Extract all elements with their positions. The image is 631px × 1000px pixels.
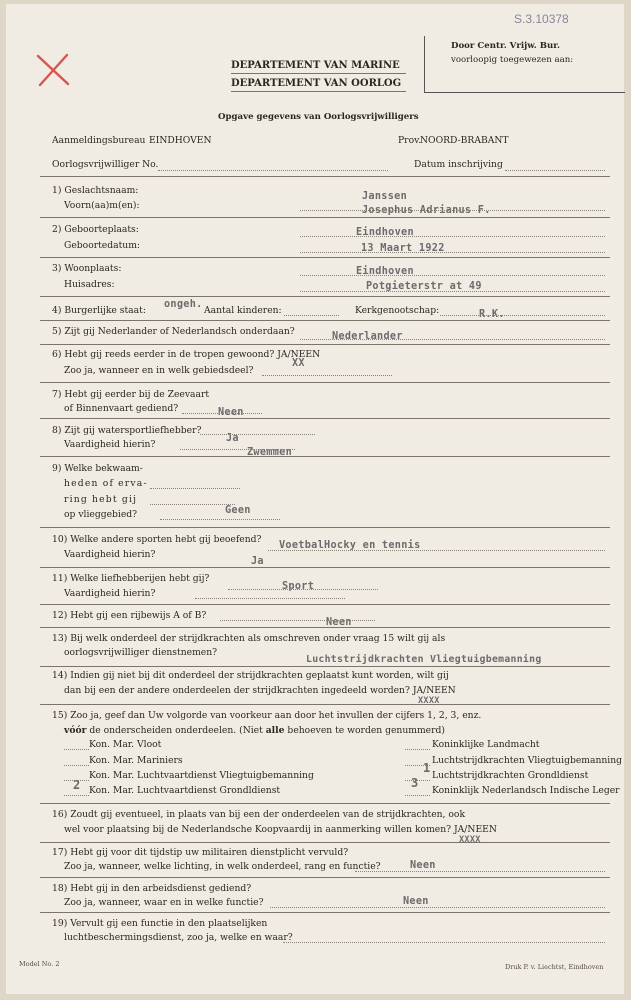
q17-label2: Zoo ja, wanneer, welke lichting, in welk onderdeel, rang en functie?: [64, 861, 381, 872]
q15-right-3: Luchtstrijdkrachten Grondldienst: [432, 770, 589, 781]
q7-label2: of Binnenvaart gediend?: [64, 403, 179, 414]
q15-left-2: Kon. Mar. Mariniers: [89, 755, 183, 766]
q10-label1: 10) Welke andere sporten hebt gij beoefend?: [52, 534, 262, 545]
q15-label1: 15) Zoo ja, geef dan Uw volgorde van voorkeur aan door het invullen der cijfers 1, 2, 3, enz.: [52, 710, 482, 721]
q4-civil-status: ongeh.: [164, 299, 203, 310]
q13-label2: oorlogsvrijwilliger dienstnemen?: [64, 647, 218, 658]
q6-answer: XX: [292, 358, 305, 369]
q15-mark-left: 2: [73, 778, 81, 792]
q8-skill: Zwemmen: [247, 447, 293, 458]
q10-skill: Ja: [251, 556, 264, 567]
q2-birthdate: 13 Maart 1922: [361, 243, 445, 254]
q13-answer: Luchtstrijdkrachten Vliegtuigbemanning: [306, 654, 542, 665]
q3-residence: Eindhoven: [356, 266, 414, 277]
q9-line4: op vlieggebied?: [64, 509, 138, 520]
q12-answer: Neen: [326, 617, 352, 628]
q10-sports: VoetbalHocky en tennis: [279, 540, 421, 551]
q16-answer: XXXX: [459, 835, 481, 845]
q15-right-1: Koninklijke Landmacht: [432, 739, 540, 750]
q18-answer: Neen: [403, 896, 429, 907]
q16-label2: wel voor plaatsing bij de Nederlandsche Koopvaardij in aanmerking willen komen? JA/NEEN: [64, 824, 497, 835]
q17-label1: 17) Hebt gij voor dit tijdstip uw militairen dienstplicht vervuld?: [52, 847, 349, 858]
prov-label: Prov.: [398, 135, 422, 146]
reference-number: S.3.10378: [514, 12, 569, 26]
q15-mark-right1: 1: [423, 761, 431, 775]
q1-firstnames: Josephus Adrianus F.: [362, 205, 491, 216]
title-marine: DEPARTEMENT VAN MARINE: [231, 60, 400, 71]
box-line2: voorloopig toegewezen aan:: [451, 55, 574, 65]
q3-label1: 3) Woonplaats:: [52, 263, 122, 274]
q2-label1: 2) Geboorteplaats:: [52, 224, 139, 235]
q15-label2: vóór de onderscheiden onderdeelen. (Niet alle behoeven te worden genummerd): [64, 725, 445, 736]
q10-label2: Vaardigheid hierin?: [64, 549, 156, 560]
q4-religion: R.K.: [479, 309, 505, 320]
q9-answer: Geen: [225, 505, 251, 516]
q2-label2: Geboortedatum:: [64, 240, 141, 251]
q8-label2: Vaardigheid hierin?: [64, 439, 156, 450]
q18-label1: 18) Hebt gij in den arbeidsdienst gediend?: [52, 883, 252, 894]
q17-answer: Neen: [410, 860, 436, 871]
q5-label1: 5) Zijt gij Nederlander of Nederlandsch onderdaan?: [52, 326, 295, 337]
q9-line2: heden of erva-: [64, 478, 148, 489]
footer-printer: Druk P. v. Liechtst, Eindhoven: [505, 963, 604, 971]
q9-line1: 9) Welke bekwaam-: [52, 463, 143, 474]
date-label: Datum inschrijving: [414, 159, 503, 170]
red-x-mark: [34, 52, 72, 88]
q9-line3: ring hebt gij: [64, 494, 138, 505]
q4-label2: Aantal kinderen:: [204, 305, 282, 316]
q3-address: Potgieterstr at 49: [366, 281, 482, 292]
q14-label1: 14) Indien gij niet bij dit onderdeel der strijdkrachten geplaatst kunt worden, wilt gij: [52, 670, 449, 681]
q7-label1: 7) Hebt gij eerder bij de Zeevaart: [52, 389, 210, 400]
q6-label1: 6) Hebt gij reeds eerder in de tropen gewoond? JA/NEEN: [52, 349, 321, 360]
q8-answer: Ja: [226, 433, 239, 444]
q15-left-1: Kon. Mar. Vloot: [89, 739, 162, 750]
bureau-value: EINDHOVEN: [149, 135, 212, 146]
q11-label2: Vaardigheid hierin?: [64, 588, 156, 599]
q1-label1: 1) Geslachtsnaam:: [52, 185, 139, 196]
q6-label2: Zoo ja, wanneer en in welk gebiedsdeel?: [64, 365, 254, 376]
q14-label2: dan bij een der andere onderdeelen der strijdkrachten ingedeeld worden? JA/NEEN: [64, 685, 456, 696]
q19-label2: luchtbeschermingsdienst, zoo ja, welke en waar?: [64, 932, 293, 943]
q11-label1: 11) Welke liefhebberijen hebt gij?: [52, 573, 210, 584]
q2-birthplace: Eindhoven: [356, 227, 414, 238]
footer-model: Model No. 2: [19, 960, 60, 968]
q1-surname: Janssen: [362, 191, 408, 202]
q18-label2: Zoo ja, wanneer, waar en in welke functie?: [64, 897, 264, 908]
q5-nationality: Nederlander: [332, 331, 403, 342]
q7-answer: Neen: [218, 407, 244, 418]
form-subtitle: Opgave gegevens van Oorlogsvrijwilligers: [218, 112, 419, 122]
q8-label1: 8) Zijt gij watersportliefhebber?: [52, 425, 202, 436]
volunteer-no-label: Oorlogsvrijwilliger No.: [52, 159, 159, 170]
q15-mark-right2: 3: [411, 776, 419, 790]
q4-label1: 4) Burgerlijke staat:: [52, 305, 146, 316]
q15-left-3: Kon. Mar. Luchtvaartdienst Vliegtuigbemanning: [89, 770, 314, 781]
box-line1: Door Centr. Vrijw. Bur.: [451, 41, 561, 51]
q1-label2: Voorn(aa)m(en):: [64, 200, 140, 211]
q15-right-2: Luchtstrijdkrachten Vliegtuigbemanning: [432, 755, 623, 766]
q4-label3: Kerkgenootschap:: [355, 305, 440, 316]
title-oorlog: DEPARTEMENT VAN OORLOG: [231, 78, 402, 89]
q12-label1: 12) Hebt gij een rijbewijs A of B?: [52, 610, 207, 621]
q11-hobbies: Sport: [282, 581, 315, 592]
q3-label2: Huisadres:: [64, 279, 115, 290]
q15-right-4: Koninklijk Nederlandsch Indische Leger: [432, 785, 620, 796]
q16-label1: 16) Zoudt gij eventueel, in plaats van bij een der onderdeelen van de strijdkrachten, ook: [52, 809, 466, 820]
q15-left-4: Kon. Mar. Luchtvaartdienst Grondldienst: [89, 785, 281, 796]
q13-label1: 13) Bij welk onderdeel der strijdkrachten als omschreven onder vraag 15 wilt gij als: [52, 633, 446, 644]
prov-value: NOORD-BRABANT: [420, 135, 509, 146]
q19-label1: 19) Vervult gij een functie in den plaatselijken: [52, 918, 268, 929]
bureau-label: Aanmeldingsbureau: [52, 135, 146, 146]
q14-answer: XXXX: [418, 696, 440, 706]
